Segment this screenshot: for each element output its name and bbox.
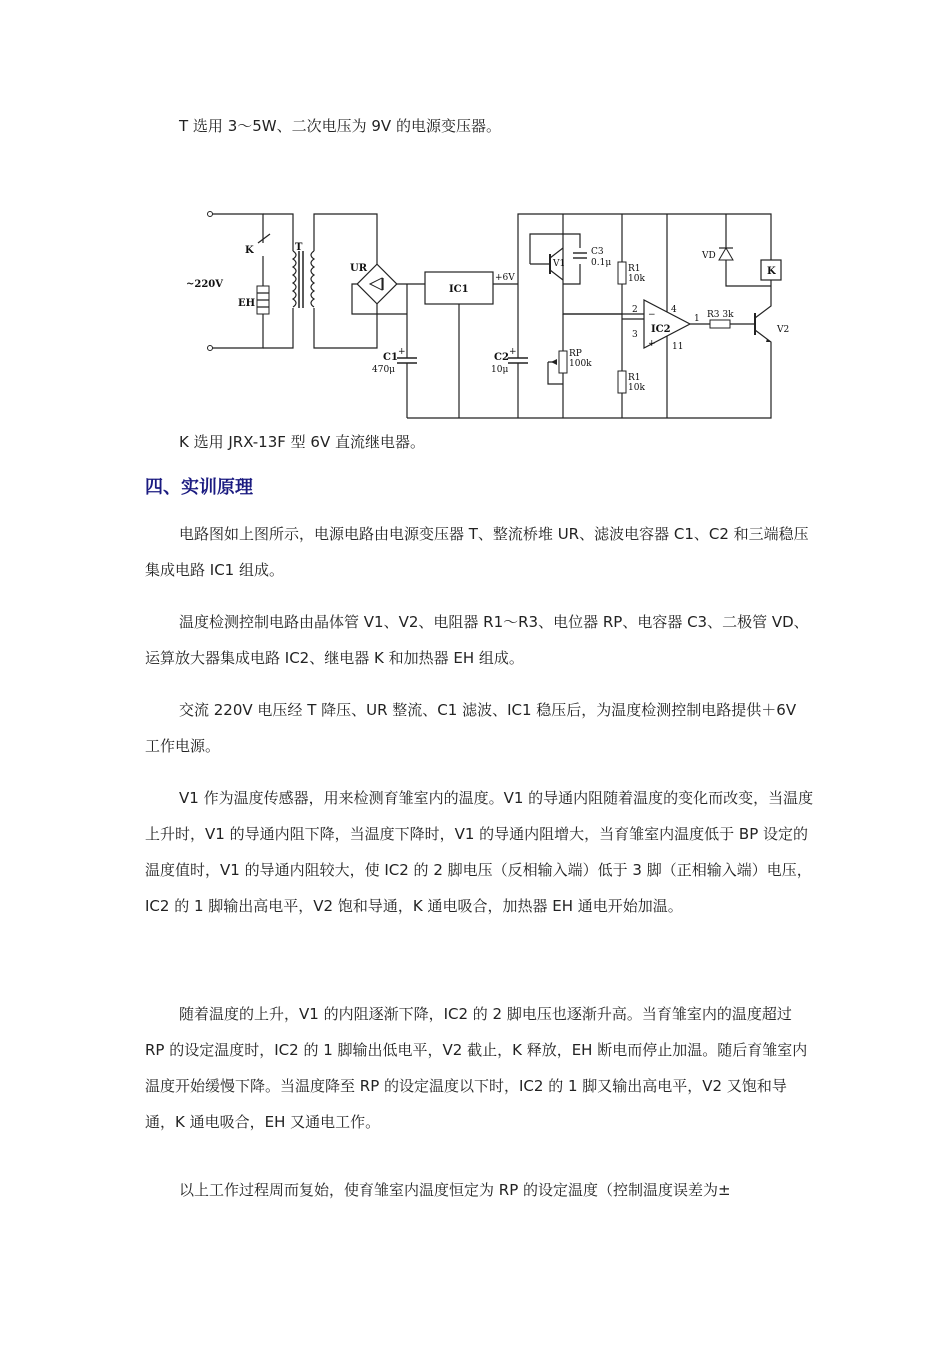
caption-relay: K 选用 JRX-13F 型 6V 直流继电器。 bbox=[179, 433, 425, 451]
svg-text:−: − bbox=[648, 310, 656, 320]
v1-label: V1 bbox=[553, 259, 566, 269]
paragraph-components: 温度检测控制电路由晶体管 V1、V2、电阻器 R1～R3、电位器 RP、电容器 C3、二极管 VD、运算放大器集成电路 IC2、继电器 K 和加热器 EH 组成。 bbox=[145, 613, 809, 667]
ur-label: UR bbox=[350, 263, 368, 274]
plus6v-label: +6V bbox=[495, 273, 515, 283]
pin2-label: 2 bbox=[632, 305, 638, 315]
r1b-label: R1 bbox=[628, 373, 641, 383]
r1-lower bbox=[618, 371, 626, 393]
r3-resistor bbox=[710, 320, 730, 328]
transformer-secondary bbox=[311, 251, 314, 307]
ac-label: ~220V bbox=[186, 279, 224, 290]
rp-pot bbox=[559, 351, 567, 373]
t-label: T bbox=[295, 242, 303, 253]
k-switch-label: K bbox=[245, 245, 254, 256]
paragraph-transformer: T 选用 3～5W、二次电压为 9V 的电源变压器。 bbox=[179, 117, 501, 135]
terminal-top bbox=[208, 212, 213, 217]
eh-label: EH bbox=[238, 298, 256, 309]
rp-value: 100k bbox=[569, 359, 592, 369]
circuit-diagram bbox=[0, 196, 952, 436]
c1-label: C1 bbox=[383, 352, 398, 363]
pin11-label: 11 bbox=[672, 342, 684, 352]
section-heading: 四、实训原理 bbox=[145, 477, 253, 498]
ic2-label: IC2 bbox=[651, 324, 671, 335]
svg-text:+: + bbox=[509, 347, 517, 357]
c2-label: C2 bbox=[494, 352, 509, 363]
relay-k-label: K bbox=[767, 266, 776, 277]
r1-upper bbox=[618, 262, 626, 284]
r1b-value: 10k bbox=[628, 383, 645, 393]
diode-vd bbox=[719, 248, 733, 260]
paragraph-summary: 以上工作过程周而复始，使育雏室内温度恒定为 RP 的设定温度（控制温度误差为± bbox=[179, 1181, 731, 1199]
c2-value: 10μ bbox=[491, 365, 509, 375]
v2-label: V2 bbox=[777, 325, 790, 335]
paragraph-voltage: 交流 220V 电压经 T 降压、UR 整流、C1 滤波、IC1 稳压后，为温度检测控制电路提供＋6V 工作电源。 bbox=[145, 701, 797, 755]
paragraph-sensor: V1 作为温度传感器，用来检测育雏室内的温度。V1 的导通内阻随着温度的变化而改变，当温度上升时，V1 的导通内阻下降，当温度下降时，V1 的导通内阻增大，当育雏室内温度低于 BP 设定的温度值时，V1 的导通内阻较大，使 IC2 的 2 脚电压（反相输入端）低于 3 脚（正相输入端）电压，IC2 的 1 脚输出高电平，V2 饱和导通，K 通电吸合，加热器 EH 通电开始加温。 bbox=[145, 789, 814, 915]
r3-label: R3 3k bbox=[707, 310, 734, 320]
pin3-label: 3 bbox=[632, 330, 638, 340]
r1-value: 10k bbox=[628, 274, 645, 284]
ic1-label: IC1 bbox=[449, 284, 469, 295]
switch-k bbox=[258, 234, 270, 243]
c3-value: 0.1μ bbox=[591, 258, 612, 268]
transformer-primary bbox=[293, 251, 296, 307]
svg-text:+: + bbox=[648, 339, 656, 349]
svg-text:+: + bbox=[398, 347, 406, 357]
rp-label: RP bbox=[569, 349, 582, 359]
pin1-label: 1 bbox=[694, 314, 700, 324]
c1-value: 470μ bbox=[372, 365, 396, 375]
paragraph-power-supply: 电路图如上图所示，电源电路由电源变压器 T、整流桥堆 UR、滤波电容器 C1、C2 和三端稳压集成电路 IC1 组成。 bbox=[145, 525, 809, 579]
r1-label: R1 bbox=[628, 264, 641, 274]
pin4-label: 4 bbox=[671, 305, 677, 315]
terminal-bottom bbox=[208, 346, 213, 351]
vd-label: VD bbox=[702, 251, 716, 261]
paragraph-cycle: 随着温度的上升，V1 的内阻逐渐下降，IC2 的 2 脚电压也逐渐升高。当育雏室内的温度超过 RP 的设定温度时，IC2 的 1 脚输出低电平，V2 截止，K 释放，EH 断电而停止加温。随后育雏室内温度开始缓慢下降。当温度降至 RP 的设定温度以下时，IC2 的 1 脚又输出高电平，V2 又饱和导通，K 通电吸合，EH 又通电工作。 bbox=[145, 1005, 808, 1131]
c3-label: C3 bbox=[591, 247, 604, 257]
